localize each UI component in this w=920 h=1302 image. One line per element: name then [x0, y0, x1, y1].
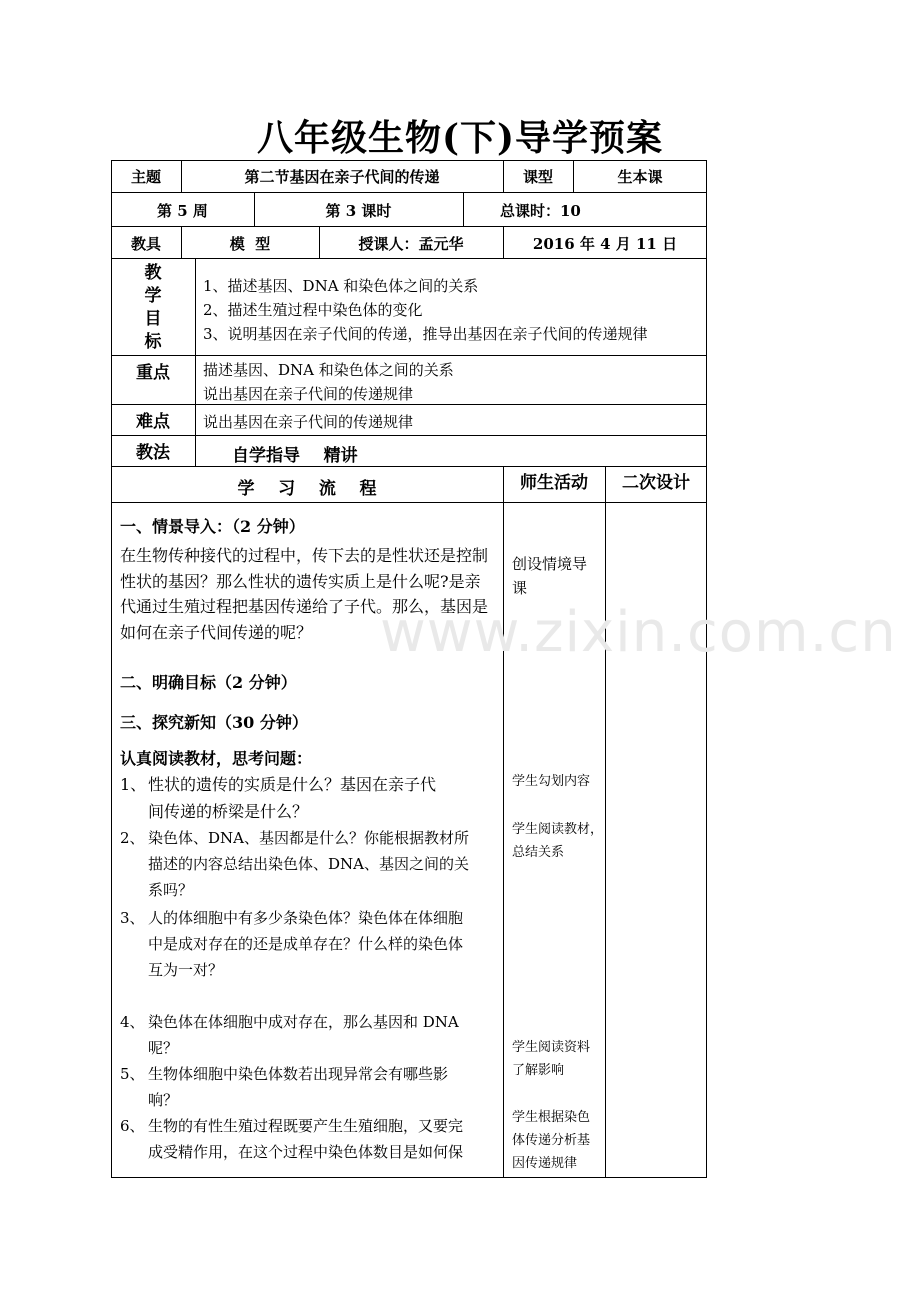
- question-number: 1、: [120, 775, 147, 794]
- question-line: 描述的内容总结出染色体、DNA、基因之间的关: [148, 855, 469, 873]
- week: 第 5 周: [157, 202, 208, 220]
- row-divider: [111, 258, 707, 259]
- col-divider: [503, 466, 504, 1178]
- col-divider: [605, 466, 606, 1178]
- activity-note: 学生阅读资料 了解影响: [512, 1040, 591, 1078]
- row-divider: [111, 355, 707, 356]
- row-divider: [111, 226, 707, 227]
- activity-note: 学生根据染色 体传递分析基 因传递规律: [512, 1110, 591, 1171]
- goal-item: 2、描述生殖过程中染色体的变化: [203, 301, 423, 319]
- section-3-title: 三、探究新知（30 分钟）: [120, 713, 308, 732]
- question-line: 间传递的桥梁是什么？: [148, 802, 309, 821]
- row-divider: [111, 192, 707, 193]
- question-line: 成受精作用，在这个过程中染色体数目是如何保: [148, 1143, 464, 1161]
- paragraph-line: 如何在亲子代间传递的呢？: [120, 622, 313, 642]
- total-lessons: 总课时：10: [500, 202, 581, 220]
- row-divider: [111, 502, 707, 503]
- question-number: 2、: [120, 829, 145, 847]
- flow-header-activity: 师生活动: [520, 473, 588, 493]
- paragraph-line: 在生物传种接代的过程中，传下去的是性状还是控制: [120, 546, 489, 565]
- page-title: 八年级生物(下)导学预案: [256, 117, 664, 159]
- goals-label: 教 学 目 标: [144, 263, 162, 352]
- flow-header-process: 学 习 流 程: [237, 479, 377, 499]
- question-line: 呢？: [148, 1039, 179, 1057]
- key-point: 描述基因、DNA 和染色体之间的关系: [203, 361, 454, 379]
- question-item: [120, 825, 500, 903]
- type-value: 生本课: [617, 168, 663, 186]
- section-2-title: 二、明确目标（2 分钟）: [120, 673, 297, 692]
- question-line: 系吗？: [148, 881, 194, 899]
- teacher: 授课人：孟元华: [358, 235, 464, 253]
- topic-label: 主题: [130, 168, 161, 186]
- question-number: 4、: [120, 1013, 145, 1031]
- goal-item: 1、描述基因、DNA 和染色体之间的关系: [203, 277, 479, 295]
- question-line: 生物的有性生殖过程既要产生生殖细胞，又要完: [148, 1117, 464, 1135]
- question-item: [120, 771, 500, 825]
- question-line: 中是成对存在的还是成单存在？什么样的染色体: [148, 935, 464, 953]
- question-line: 生物体细胞中染色体数若出现异常会有哪些影: [148, 1065, 449, 1083]
- question-line: 染色体、DNA、基因都是什么？你能根据教材所: [148, 829, 469, 847]
- question-number: 5、: [120, 1065, 145, 1083]
- tools-label: 教具: [130, 235, 161, 253]
- key-point: 说出基因在亲子代间的传递规律: [203, 385, 414, 403]
- question-line: 人的体细胞中有多少条染色体？染色体在体细胞: [148, 909, 464, 927]
- watermark: www.zixin.com.cn: [380, 600, 897, 665]
- key-points-label: 重点: [136, 363, 170, 383]
- row-divider: [111, 435, 707, 436]
- read-prompt: 认真阅读教材，思考问题：: [120, 749, 313, 768]
- method-text: 自学指导 精讲: [232, 446, 358, 466]
- question-line: 性状的遗传的实质是什么？基因在亲子代: [148, 775, 437, 794]
- question-item: [120, 905, 500, 983]
- difficulty-label: 难点: [136, 412, 170, 432]
- goal-item: 3、说明基因在亲子代间的传递，推导出基因在亲子代间的传递规律: [203, 325, 648, 343]
- question-item: [120, 1113, 500, 1165]
- lesson-number: 第 3 课时: [325, 202, 392, 220]
- topic-value: 第二节基因在亲子代间的传递: [244, 168, 440, 186]
- tools-value: 模 型: [229, 235, 271, 253]
- question-line: 染色体在体细胞中成对存在，那么基因和 DNA: [148, 1013, 459, 1031]
- flow-header-redesign: 二次设计: [622, 473, 690, 493]
- key-points: [203, 358, 454, 406]
- question-item: [120, 1009, 500, 1061]
- activity-note: 学生勾划内容: [512, 774, 591, 789]
- row-divider: [111, 466, 707, 467]
- question-line: 互为一对？: [148, 961, 224, 979]
- col-divider: [463, 192, 464, 226]
- paragraph-line: 性状的基因？那么性状的遗传实质上是什么呢?是亲: [120, 571, 481, 591]
- activity-note: 创设情境导 课: [512, 555, 588, 597]
- activity-note: 学生阅读教材， 总结关系: [512, 822, 604, 860]
- section-1-title: 一、情景导入：（2 分钟）: [120, 517, 305, 536]
- question-item: [120, 1061, 500, 1113]
- type-label: 课型: [522, 168, 553, 186]
- question-number: 3、: [120, 909, 145, 927]
- difficulty-text: 说出基因在亲子代间的传递规律: [203, 413, 414, 431]
- question-number: 6、: [120, 1117, 145, 1135]
- method-label: 教法: [136, 443, 170, 463]
- col-divider: [195, 258, 196, 466]
- section-1-body: [120, 543, 500, 645]
- date: 2016 年 4 月 11 日: [532, 235, 678, 253]
- paragraph-line: 代通过生殖过程把基因传递给了子代。那么，基因是: [120, 597, 489, 616]
- question-line: 响？: [148, 1091, 179, 1109]
- goals-list: [203, 274, 648, 346]
